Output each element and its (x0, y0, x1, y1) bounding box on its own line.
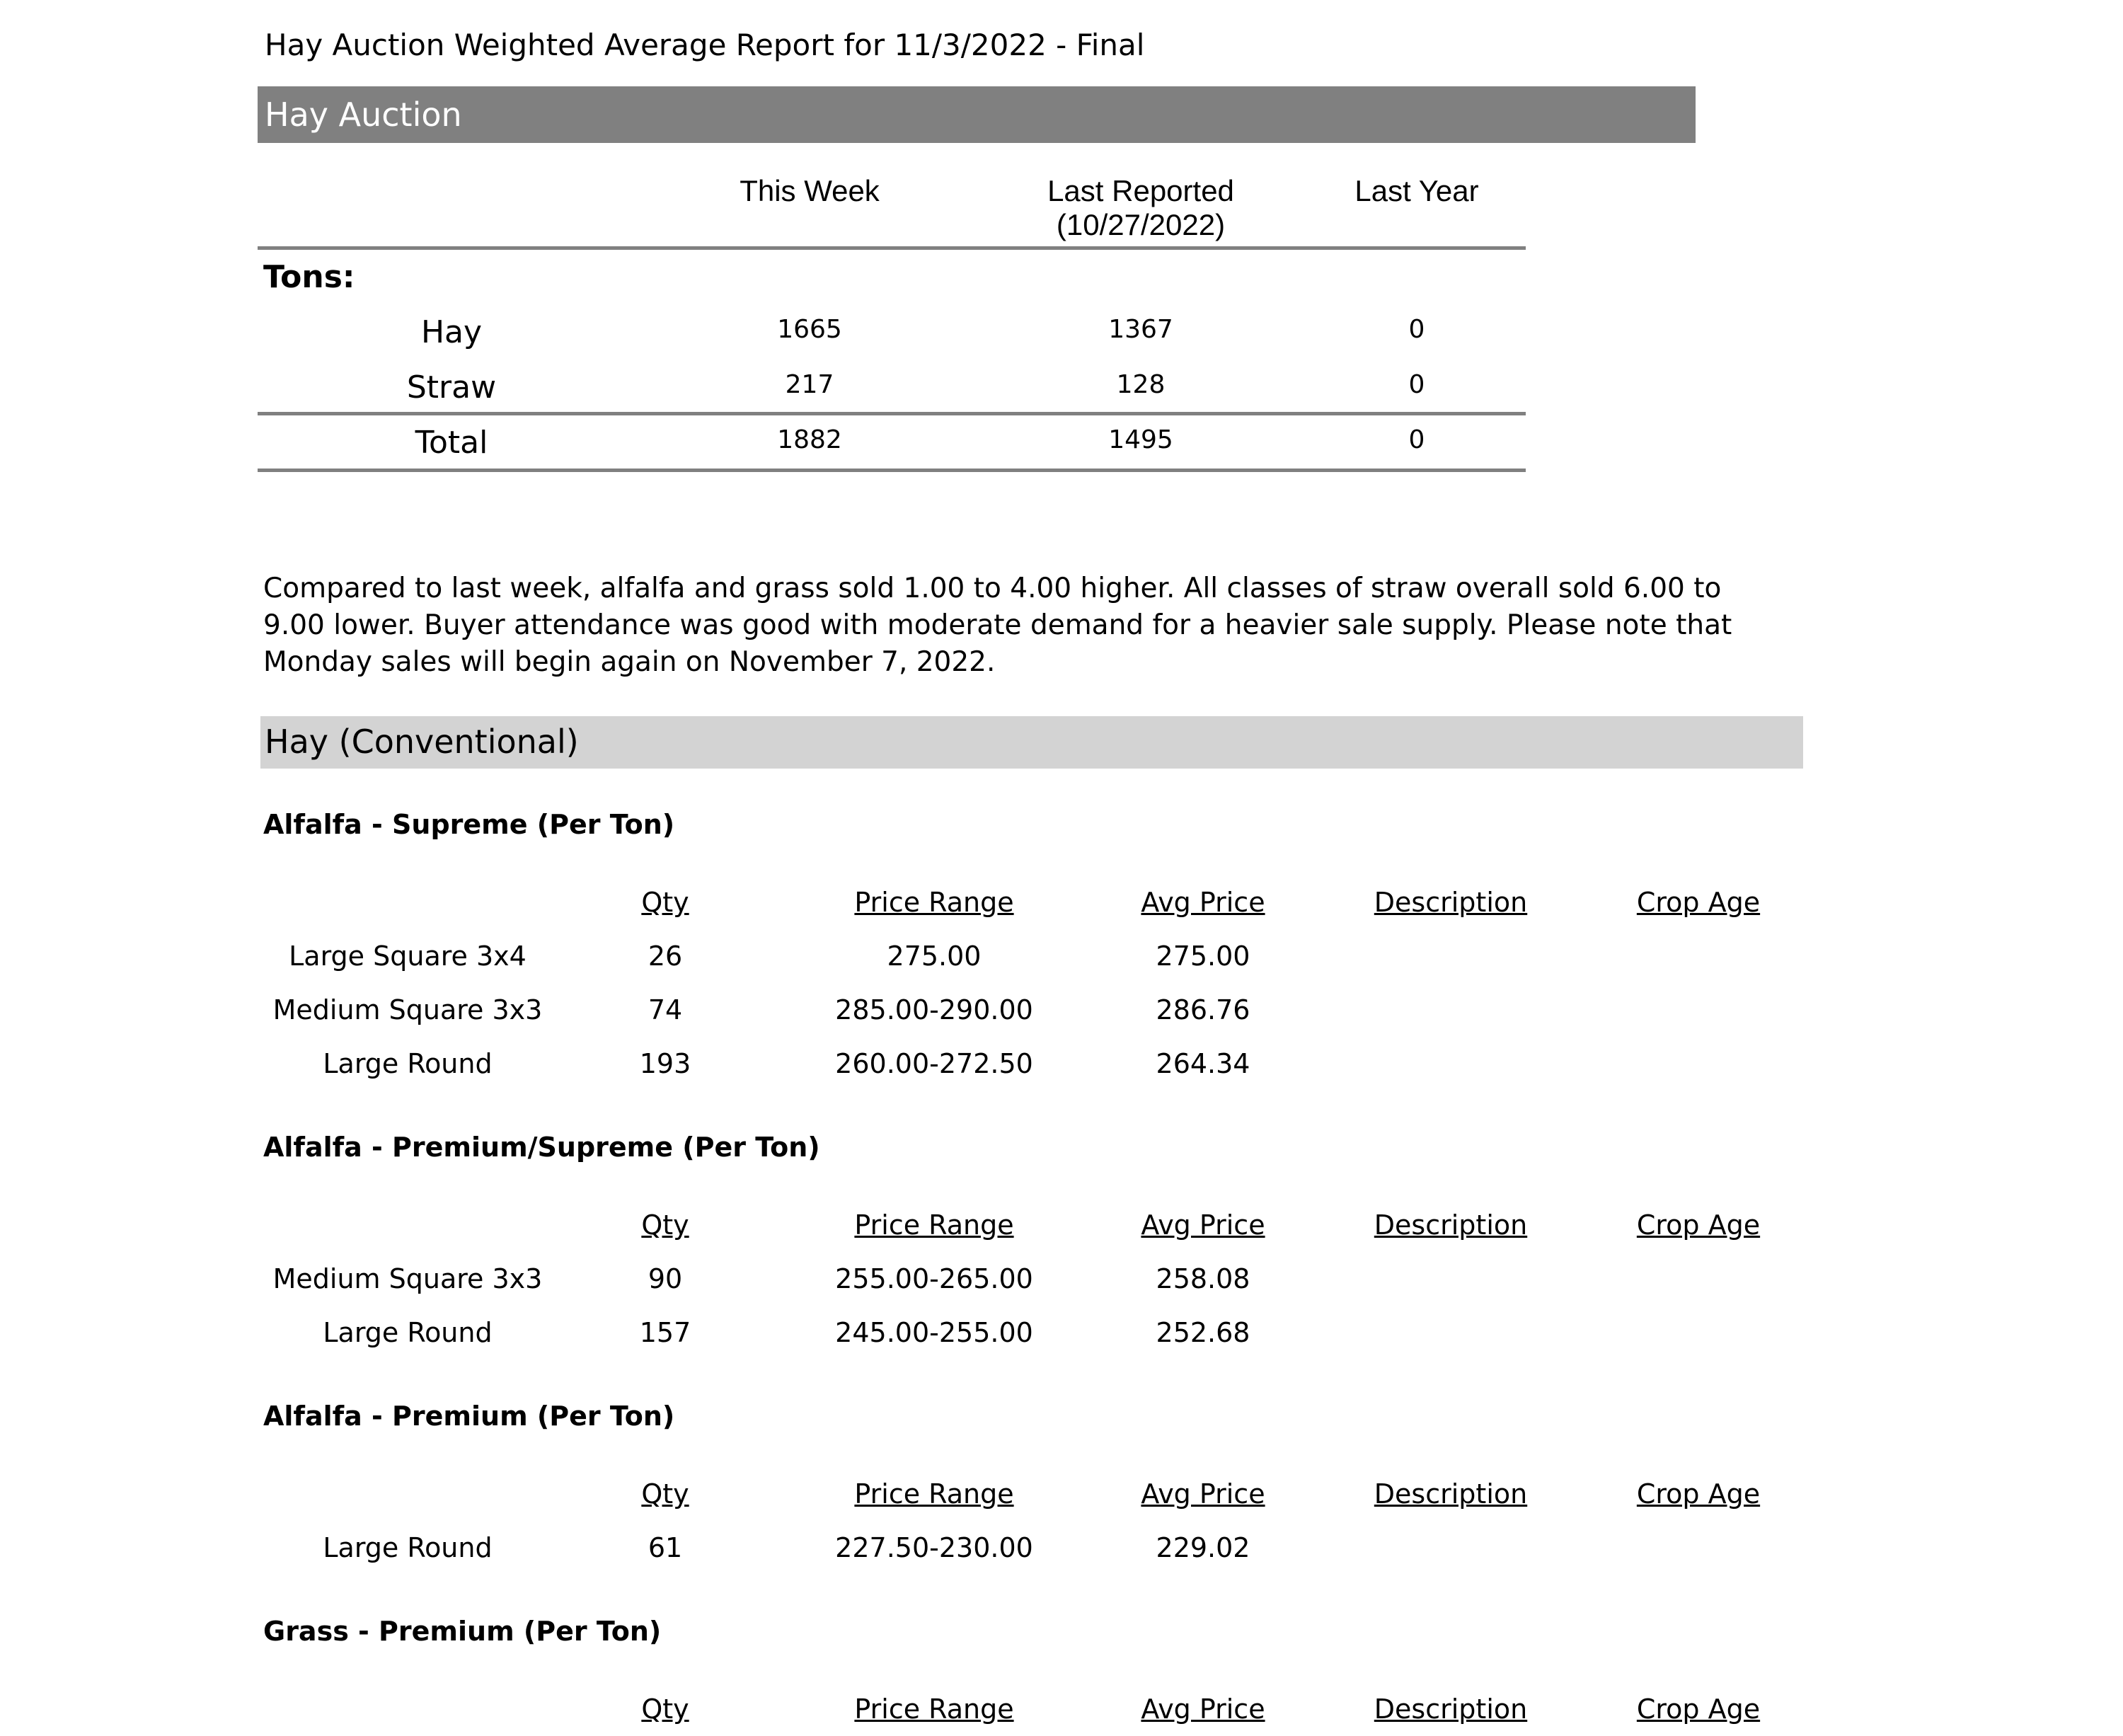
col-header-price-range: Price Range (854, 1478, 1014, 1510)
col-header-this-week: This Week (740, 174, 880, 207)
col-header-last-reported: Last Reported (1047, 174, 1234, 207)
cell-price-range: 255.00-265.00 (835, 1263, 1033, 1294)
col-header-crop-age: Crop Age (1636, 1209, 1761, 1241)
col-header-last-reported-date: (10/27/2022) (1056, 208, 1226, 241)
section-title-alfalfa-supreme: Alfalfa - Supreme (Per Ton) (263, 809, 675, 840)
col-header-avg-price: Avg Price (1141, 1209, 1265, 1241)
cell-qty: 26 (648, 941, 683, 972)
conventional-header-bar (260, 716, 1803, 769)
row-label: Large Round (323, 1317, 493, 1348)
summary-cell-total-last-reported: 1495 (1108, 425, 1173, 454)
summary-cell-total-last-year: 0 (1408, 425, 1425, 454)
cell-qty: 193 (639, 1048, 691, 1079)
col-header-description: Description (1374, 1694, 1528, 1725)
cell-avg-price: 286.76 (1156, 994, 1250, 1025)
section-title-grass-premium: Grass - Premium (Per Ton) (263, 1616, 662, 1647)
cell-price-range: 260.00-272.50 (835, 1048, 1033, 1079)
col-header-crop-age: Crop Age (1636, 887, 1761, 918)
cell-qty: 61 (648, 1532, 683, 1563)
summary-bottom-rule (258, 469, 1526, 472)
summary-header-rule (258, 246, 1526, 250)
summary-row-label-total: Total (415, 425, 488, 461)
tons-label: Tons: (263, 259, 355, 295)
summary-cell-straw-this-week: 217 (785, 370, 834, 399)
col-header-price-range: Price Range (854, 1694, 1014, 1725)
commentary-line: Monday sales will begin again on November 7, 2022. (263, 646, 996, 678)
market-commentary (263, 570, 1732, 681)
row-label: Medium Square 3x3 (272, 1263, 543, 1294)
cell-avg-price: 229.02 (1156, 1532, 1250, 1563)
conventional-header-label: Hay (Conventional) (265, 723, 579, 761)
col-header-description: Description (1374, 1209, 1528, 1241)
summary-cell-hay-last-reported: 1367 (1108, 315, 1173, 344)
col-header-description: Description (1374, 887, 1528, 918)
cell-avg-price: 258.08 (1156, 1263, 1250, 1294)
col-header-last-year: Last Year (1354, 174, 1479, 207)
summary-total-rule (258, 412, 1526, 415)
col-header-qty: Qty (641, 887, 689, 918)
summary-cell-hay-last-year: 0 (1408, 315, 1425, 344)
summary-row-label-straw: Straw (406, 369, 497, 406)
commentary-line: Compared to last week, alfalfa and grass sold 1.00 to 4.00 higher. All classes of straw overall sold 6.00 to (263, 573, 1722, 604)
col-header-qty: Qty (641, 1478, 689, 1510)
summary-cell-total-this-week: 1882 (777, 425, 842, 454)
cell-price-range: 227.50-230.00 (835, 1532, 1033, 1563)
section-title-alfalfa-premium: Alfalfa - Premium (Per Ton) (263, 1401, 675, 1432)
col-header-avg-price: Avg Price (1141, 1694, 1265, 1725)
summary-cell-straw-last-reported: 128 (1116, 370, 1166, 399)
commentary-line: 9.00 lower. Buyer attendance was good with moderate demand for a heavier sale supply. Please note that (263, 609, 1732, 641)
cell-price-range: 245.00-255.00 (835, 1317, 1033, 1348)
row-label: Medium Square 3x3 (272, 994, 543, 1025)
col-header-price-range: Price Range (854, 1209, 1014, 1241)
cell-price-range: 285.00-290.00 (835, 994, 1033, 1025)
col-header-avg-price: Avg Price (1141, 887, 1265, 918)
report-title: Hay Auction Weighted Average Report for 11/3/2022 - Final (265, 28, 1145, 62)
col-header-price-range: Price Range (854, 887, 1014, 918)
summary-row-label-hay: Hay (420, 314, 483, 350)
summary-header-bar (258, 86, 1696, 143)
row-label: Large Round (323, 1532, 493, 1563)
col-header-crop-age: Crop Age (1636, 1478, 1761, 1510)
cell-avg-price: 275.00 (1156, 941, 1250, 972)
col-header-description: Description (1374, 1478, 1528, 1510)
row-label: Large Round (323, 1048, 493, 1079)
row-label: Large Square 3x4 (289, 941, 527, 972)
cell-qty: 157 (639, 1317, 691, 1348)
cell-avg-price: 252.68 (1156, 1317, 1250, 1348)
section-title-alfalfa-premium-supreme: Alfalfa - Premium/Supreme (Per Ton) (263, 1132, 820, 1163)
col-header-qty: Qty (641, 1694, 689, 1725)
col-header-crop-age: Crop Age (1636, 1694, 1761, 1725)
cell-avg-price: 264.34 (1156, 1048, 1250, 1079)
col-header-qty: Qty (641, 1209, 689, 1241)
summary-cell-hay-this-week: 1665 (777, 315, 842, 344)
cell-price-range: 275.00 (887, 941, 982, 972)
col-header-avg-price: Avg Price (1141, 1478, 1265, 1510)
cell-qty: 90 (648, 1263, 683, 1294)
cell-qty: 74 (648, 994, 683, 1025)
summary-cell-straw-last-year: 0 (1408, 370, 1425, 399)
summary-header-label: Hay Auction (265, 96, 462, 134)
